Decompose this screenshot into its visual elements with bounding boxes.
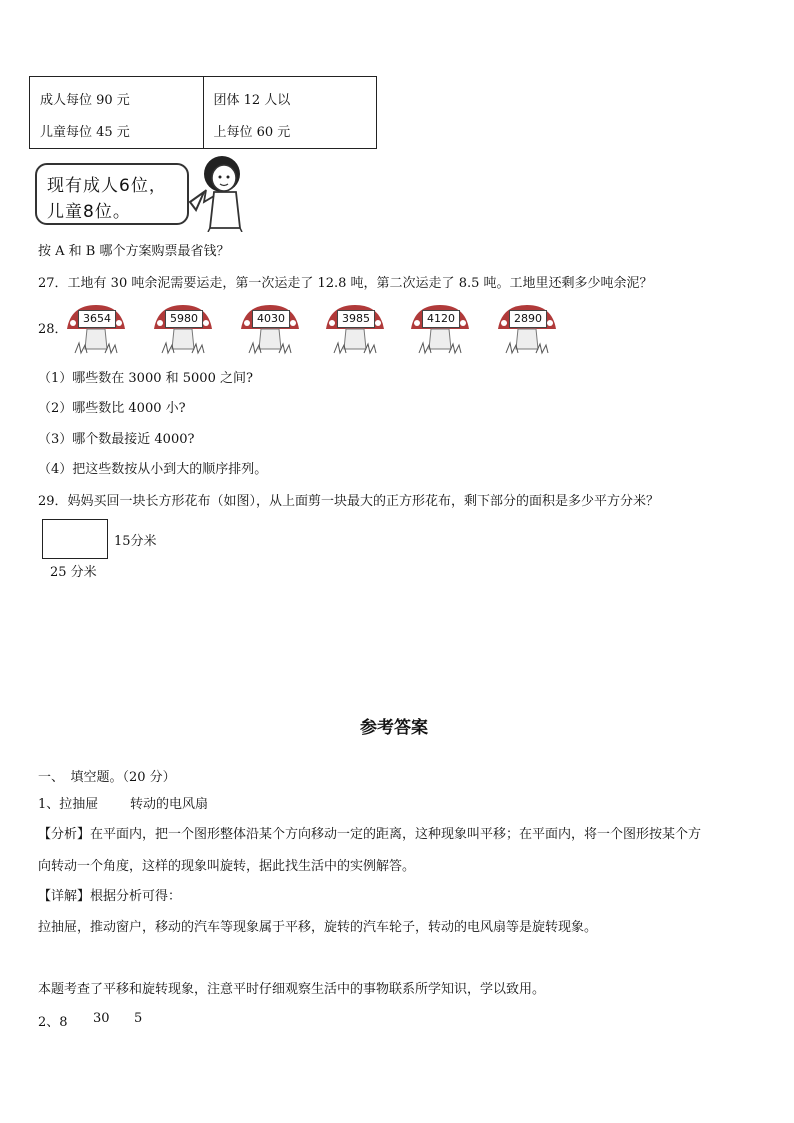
- detail-explanation: 拉抽屉，推动窗户，移动的汽车等现象属于平移，旋转的汽车轮子，转动的电风扇等是旋转现象。: [38, 920, 598, 935]
- q28-sub2: （2）哪些数比 4000 小?: [38, 401, 186, 416]
- rectangle-width-label: 25 分米: [50, 565, 97, 580]
- analysis-paragraph: [38, 823, 701, 842]
- rectangle-height-label: 15分米: [114, 534, 157, 549]
- answers-title: 参考答案: [360, 718, 428, 738]
- detail-text: 根据分析可得：: [90, 889, 182, 904]
- answer-2-value-3: 5: [134, 1011, 143, 1026]
- price-table: [29, 76, 377, 149]
- mushroom-card: [494, 303, 560, 355]
- analysis-tag: 【分析】: [38, 827, 91, 842]
- mushroom-card: [150, 303, 216, 355]
- price-child: 儿童每位 45 元: [40, 125, 130, 140]
- mushroom-card: [63, 303, 129, 355]
- section-heading: 一、 填空题。（20 分）: [38, 770, 176, 785]
- q28-sub4: （4）把这些数按从小到大的顺序排列。: [38, 462, 268, 477]
- fabric-rectangle: [42, 519, 108, 559]
- answer-1-label: 1、拉抽屉: [38, 797, 99, 812]
- price-col-group: [203, 77, 377, 148]
- detail-tag: 【详解】: [38, 889, 91, 904]
- price-col-individual: [30, 77, 203, 148]
- mushroom-number: 3985: [337, 310, 375, 328]
- q28-label: 28．: [38, 322, 68, 337]
- mushroom-number: 2890: [509, 310, 547, 328]
- answer-2-label: 2、8: [38, 1015, 68, 1030]
- price-adult: 成人每位 90 元: [40, 93, 130, 108]
- bubble-line2: 儿童8位。: [47, 202, 131, 222]
- mushroom-number: 5980: [165, 310, 203, 328]
- girl-illustration-icon: [182, 152, 254, 232]
- mushroom-number: 4030: [252, 310, 290, 328]
- mushroom-card: [237, 303, 303, 355]
- q29-question: 29．妈妈买回一块长方形花布（如图），从上面剪一块最大的正方形花布，剩下部分的面积是多少平方分米？: [38, 494, 660, 509]
- mushroom-card: [322, 303, 388, 355]
- answer-2-value-2: 30: [93, 1011, 110, 1026]
- q27-question: 27．工地有 30 吨余泥需要运走，第一次运走了 12.8 吨，第二次运走了 8.5 吨。工地里还剩多少吨余泥？: [38, 276, 653, 291]
- analysis-continuation: 向转动一个角度，这样的现象叫旋转，据此找生活中的实例解答。: [38, 859, 416, 874]
- mushroom-number: 4120: [422, 310, 460, 328]
- answer-1-value: 转动的电风扇: [130, 797, 209, 812]
- detail-paragraph: [38, 885, 181, 904]
- mushroom-number: 3654: [78, 310, 116, 328]
- speech-bubble: [35, 163, 189, 225]
- bubble-line1: 现有成人6位，: [47, 176, 167, 196]
- q26-question: 按 A 和 B 哪个方案购票最省钱？: [38, 244, 230, 259]
- q28-sub3: （3）哪个数最接近 4000?: [38, 432, 195, 447]
- summary-text: 本题考查了平移和旋转现象，注意平时仔细观察生活中的事物联系所学知识，学以致用。: [38, 982, 546, 997]
- analysis-text: 在平面内，把一个图形整体沿某个方向移动一定的距离，这种现象叫平移；在平面内，将一个图形按某个方: [90, 827, 702, 842]
- price-group-line2: 上每位 60 元: [213, 125, 291, 140]
- mushroom-card: [407, 303, 473, 355]
- price-group-line1: 团体 12 人以: [213, 93, 291, 108]
- q28-sub1: （1）哪些数在 3000 和 5000 之间?: [38, 371, 253, 386]
